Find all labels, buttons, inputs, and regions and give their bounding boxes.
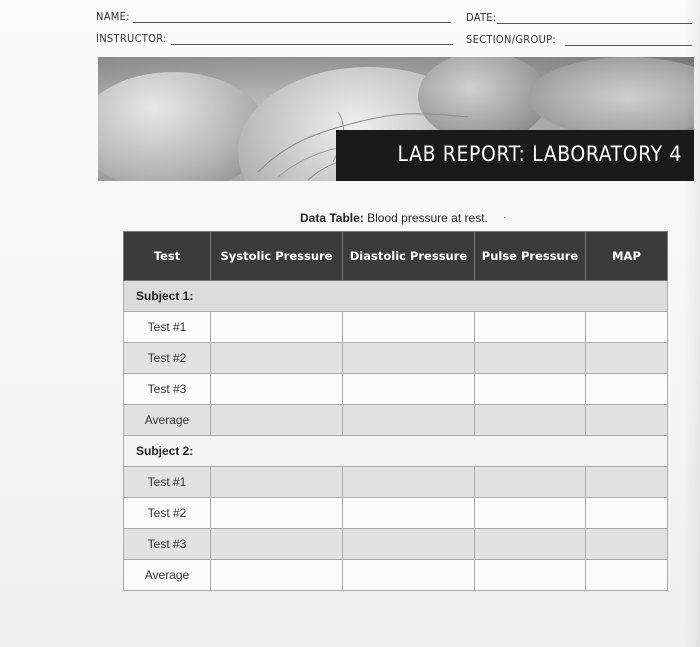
pulse-cell[interactable] <box>475 374 586 405</box>
table-header-row <box>124 232 668 281</box>
name-label: NAME: <box>96 10 130 23</box>
pulse-cell[interactable] <box>475 498 586 529</box>
diastolic-cell[interactable] <box>343 529 475 560</box>
map-cell[interactable] <box>586 405 668 436</box>
subject-row <box>124 436 668 467</box>
banner-title: LAB REPORT: LABORATORY 4 <box>397 142 682 166</box>
diastolic-cell[interactable] <box>343 467 475 498</box>
table-row <box>124 560 668 591</box>
diastolic-cell[interactable] <box>343 405 475 436</box>
row-label: Test #2 <box>124 498 211 529</box>
table-row <box>124 529 668 560</box>
pulse-cell[interactable] <box>475 312 586 343</box>
diastolic-cell[interactable] <box>343 312 475 343</box>
column-header-diastolic: Diastolic Pressure <box>343 232 475 281</box>
subject-2-label: Subject 2: <box>124 436 668 467</box>
row-label: Test #3 <box>124 374 211 405</box>
systolic-cell[interactable] <box>211 467 343 498</box>
column-header-map: MAP <box>586 232 668 281</box>
pulse-cell[interactable] <box>475 467 586 498</box>
pulse-cell[interactable] <box>475 343 586 374</box>
map-cell[interactable] <box>586 498 668 529</box>
pulse-cell[interactable] <box>475 560 586 591</box>
table-row <box>124 343 668 374</box>
row-label: Average <box>124 560 211 591</box>
row-label: Test #3 <box>124 529 211 560</box>
diastolic-cell[interactable] <box>343 374 475 405</box>
column-header-test: Test <box>124 232 211 281</box>
instructor-line <box>171 44 453 45</box>
map-cell[interactable] <box>586 529 668 560</box>
banner-title-box <box>336 130 694 181</box>
caption-bold: Data Table: <box>300 211 364 225</box>
blood-pressure-table <box>123 231 667 591</box>
column-header-pulse: Pulse Pressure <box>475 232 586 281</box>
systolic-cell[interactable] <box>211 529 343 560</box>
systolic-cell[interactable] <box>211 405 343 436</box>
table-row <box>124 312 668 343</box>
stray-dot: · <box>503 212 507 223</box>
section-group-label: SECTION/GROUP: <box>466 33 557 46</box>
row-label: Test #1 <box>124 467 211 498</box>
systolic-cell[interactable] <box>211 343 343 374</box>
table-row <box>124 467 668 498</box>
table-row <box>124 405 668 436</box>
table-caption <box>300 211 488 225</box>
name-line <box>133 22 451 23</box>
instructor-label: INSTRUCTOR: <box>96 32 167 45</box>
caption-text: Blood pressure at rest. <box>363 211 488 225</box>
table-row <box>124 374 668 405</box>
table-row <box>124 498 668 529</box>
row-label: Test #1 <box>124 312 211 343</box>
map-cell[interactable] <box>586 467 668 498</box>
section-group-line <box>565 45 692 46</box>
column-header-systolic: Systolic Pressure <box>211 232 343 281</box>
systolic-cell[interactable] <box>211 312 343 343</box>
banner-image-shape <box>528 57 694 137</box>
diastolic-cell[interactable] <box>343 343 475 374</box>
subject-1-label: Subject 1: <box>124 281 668 312</box>
date-line <box>497 23 692 24</box>
systolic-cell[interactable] <box>211 498 343 529</box>
subject-row <box>124 281 668 312</box>
date-label: DATE: <box>466 11 497 24</box>
map-cell[interactable] <box>586 374 668 405</box>
page-edge-shadow <box>684 0 700 647</box>
systolic-cell[interactable] <box>211 560 343 591</box>
map-cell[interactable] <box>586 312 668 343</box>
row-label: Average <box>124 405 211 436</box>
diastolic-cell[interactable] <box>343 560 475 591</box>
lab-report-banner <box>98 57 694 181</box>
map-cell[interactable] <box>586 560 668 591</box>
map-cell[interactable] <box>586 343 668 374</box>
row-label: Test #2 <box>124 343 211 374</box>
systolic-cell[interactable] <box>211 374 343 405</box>
pulse-cell[interactable] <box>475 405 586 436</box>
pulse-cell[interactable] <box>475 529 586 560</box>
diastolic-cell[interactable] <box>343 498 475 529</box>
